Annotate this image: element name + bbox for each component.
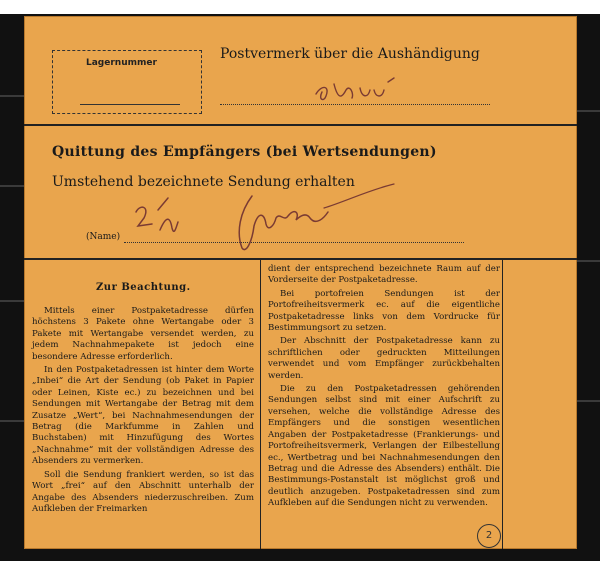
background-stripe: [577, 400, 600, 402]
right-paragraph: dient der entsprechend bezeichnete Raum auf der Vorderseite der Postpaketadresse.: [268, 264, 500, 286]
background-stripe: [0, 420, 24, 422]
left-paragraph: Mittels einer Postpaketadresse dürfen höchstens 3 Pakete ohne Wertangabe oder 3 Pakete mit Wertangabe versendet werden, zu jedem Nachnahmepakete ist jedoch eine besondere Adresse erforderlich.: [32, 306, 254, 362]
left-paragraph: Soll die Sendung frankiert werden, so ist das Wort „frei“ auf den Abschnitt unterhalb der Angabe des Absenders niederzuschreiben. Zum Aufkleben der Freimarken: [32, 469, 254, 514]
background-stripe: [0, 300, 24, 302]
divider-top: [24, 124, 577, 126]
background-stripe: [577, 260, 600, 262]
umstehend-text: Umstehend bezeichnete Sendung erhalten: [52, 174, 355, 190]
right-paragraph: Der Abschnitt der Postpaketadresse kann zu schriftlichen oder gedruckten Mitteilungen verwendet und vom Empfänger zurückbehalten werden.: [268, 336, 500, 381]
column-divider: [260, 260, 261, 549]
handwritten-signature: [124, 182, 404, 262]
top-white-edge: [0, 0, 600, 14]
parcel-card: [24, 16, 577, 549]
right-paragraph: Bei portofreien Sendungen ist der Portofreiheitsvermerk ec. auf die eigentliche Postpaketadresse links von dem Vordrucke für Bestimmungsort zu setzen.: [268, 288, 500, 334]
bottom-white-edge: [0, 561, 600, 569]
lagernummer-label: Lagernummer: [86, 58, 157, 68]
divider-middle: [24, 258, 577, 260]
lagernummer-line: [80, 104, 180, 105]
background-stripe: [0, 185, 24, 187]
background-stripe: [0, 95, 24, 97]
right-paragraph: Die zu den Postpaketadressen gehörenden Sendungen selbst sind mit einer Aufschrift zu versehen, welche die vollständige Adresse des Empfängers und die sonstigen wesentlichen Angaben der Postpaketadresse (Frankierungs- und Portofreiheitsvermerk, Verlangen der Eilbestellung ec., Wertbetrag und bei Nachnahmesendungen den Betrag und die Adresse des Absenders) enthält. Die Bestimmungs-Postanstalt ist möglichst groß und deutlich anzugeben. Postpaketadressen sind zum Aufkleben auf die Sendungen nicht zu verwenden.: [268, 384, 500, 509]
background-stripe: [577, 110, 600, 112]
left-column-text: [32, 306, 254, 515]
quittung-title: Quittung des Empfängers (bei Wertsendungen): [52, 144, 437, 160]
postvermerk-title: Postvermerk über die Aushändigung: [220, 46, 480, 62]
name-label: (Name): [86, 232, 121, 242]
beachtung-title: Zur Beachtung.: [96, 282, 191, 293]
handwritten-postvermerk: [304, 64, 444, 112]
circle-stamp: 2: [477, 524, 501, 548]
right-margin-line: [502, 260, 503, 549]
left-paragraph: In den Postpaketadressen ist hinter dem Worte „Inbei“ die Art der Sendung (ob Paket in Papier oder Leinen, Kiste ec.) zu bezeichnen und bei Sendungen mit Wertangabe der Betrag mit dem Zusatze „Wert“, bei Nachnahmesendungen der Betrag (die Markfumme in Zahlen und Buchstaben) mit Hinzufügung des Wortes „Nachnahme“ mit der vollständigen Adresse des Absenders zu vermerken.: [32, 365, 254, 467]
right-column-text: [268, 264, 500, 510]
